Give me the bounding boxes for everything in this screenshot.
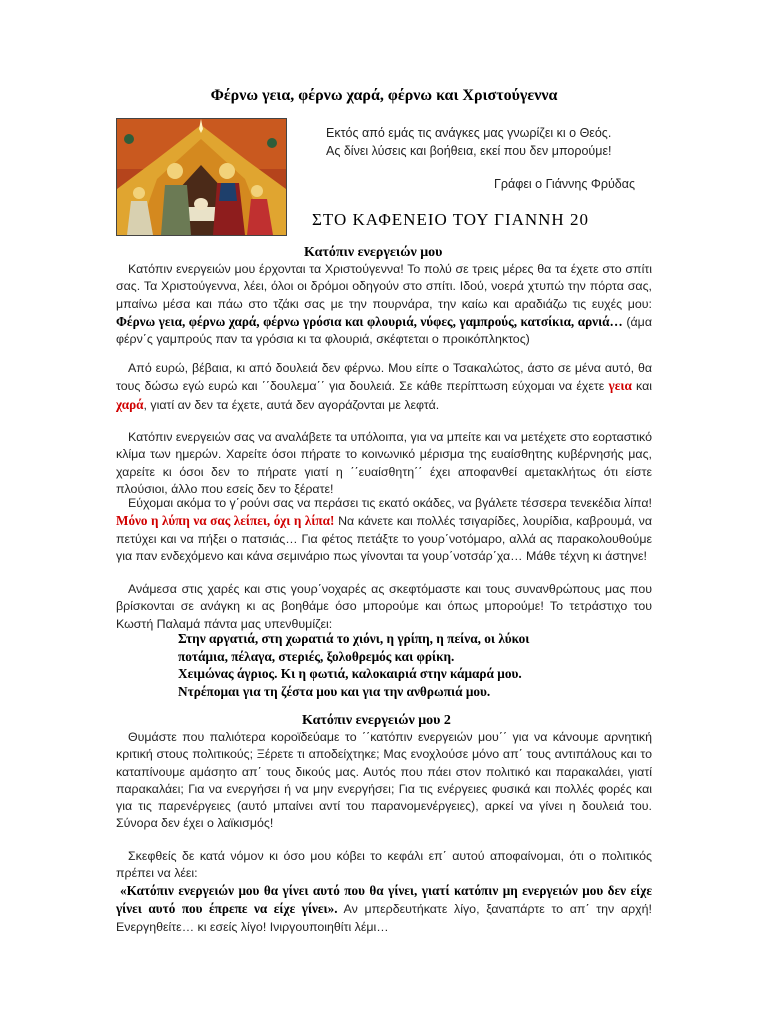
paragraph [116,360,652,414]
paragraph [116,261,652,348]
paragraph-text: Αν μπερδευτήκατε λίγο, ξαναπάρτε το απ΄ την αρχή! Ενεργηθείτε… κι εσείς λίγο! Ινιργουποιηθίτι λέμι… [116,902,652,934]
paragraph-text: Εύχομαι ακόμα το γ΄ρούνι σας να περάσει τις εκατό οκάδες, να βγάλετε τέσσερα τενεκέδια λίπα! [128,496,652,510]
section-heading: Κατόπιν ενεργειών μου [304,245,443,260]
paragraph-text: Να κάνετε και πολλές τσιγαρίδες, λουρίδια, καβρουμά, να πετύχει και να πήξει ο πατσιάς… Για φέτος πετάξτε το γουρ΄νοτόμαρο, αλλά ας παρακολουθούμε για παν ενδεχόμενο και κάνα σεμινάριο πως γίνονται τα γουρ΄νοτσάρ΄χα… Μάθε τέχνη κι άστηνε! [116,514,652,563]
poem [178,630,648,700]
poem-line: Ντρέπομαι για τη ζέστα μου και για την ανθρωπιά μου. [178,683,491,699]
paragraph-text: και [631,379,652,394]
bold-quote: «Κατόπιν ενεργειών μου θα γίνει αυτό που θα γίνει, γιατί κατόπιν μη ενεργειών μου δεν είχε γίνει αυτό που έπρεπε να είχε γίνει». [116,883,652,917]
page-title: Φέρνω γεια, φέρνω χαρά, φέρνω και Χριστούγεννα [210,87,558,104]
paragraph: Κατόπιν ενεργειών σας να αναλάβετε τα υπόλοιπα, για να μπείτε και να μετέχετε στο εορταστικό κλίμα των ημερών. Χαρείτε όσοι πήρατε το κοινωνικό μέρισμα της ευαίσθητης κυβέρνησής μας, χαρείτε κι όσοι δεν το πήρατε γιατί η ΄΄ευαίσθητη΄΄ έχει αποφανθεί αμετακλήτως ότι είστε πλούσιοι, άλλο που εσείς δεν το ξέρατε! [116,430,652,496]
paragraph-text: (άμα φέρν΄ς γαμπρούς παν τα γρόσια κι τα φλουριά, σκέφτεται ο προικόπληκτος) [116,314,652,347]
poem-line: Χειμώνας άγριος. Κι η φωτιά, καλοκαιριά στην κάμαρά μου. [178,666,522,681]
paragraph-text: , γιατί αν δεν τα έχετε, αυτά δεν αγοράζονται με λεφτά. [143,397,440,412]
highlight-word: γεια [608,378,632,394]
paragraph [116,882,652,936]
paragraph-text: Κατόπιν ενεργειών μου έρχονται τα Χριστούγεννα! Το πολύ σε τρεις μέρες θα τα έχετε στο σπίτι σας. Τα Χριστούγεννα, λέει, όλοι οι δρόμοι οδηγούν στο σπίτι. Ιδού, νοερά χτυπώ την πόρτα σας, μπαίνω μέσα και πάω στο τζάκι σας με την πουρνάρα, την καίω και αραδιάζω τις ευχές μου: [116,262,652,311]
paragraph: Σκεφθείς δε κατά νόμον κι όσο μου κόβει το κεφάλι επ΄ αυτού αποφαίνομαι, ότι ο πολιτικός πρέπει να λέει: [116,849,652,881]
nativity-icon-image [116,118,287,236]
paragraph-text: Από ευρώ, βέβαια, κι από δουλειά δεν φέρνω. Μου είπε ο Τσακαλώτος, άστο σε μένα αυτό, θα τους δώσω εγώ ευρώ και ΄΄δουλεμα΄΄ για δουλειά. Σε κάθε περίπτωση εύχομαι να έχετε [116,361,652,394]
paragraph [116,495,652,565]
quote-line: Εκτός από εμάς τις ανάγκες μας γνωρίζει κι ο Θεός. [326,126,612,140]
highlight-phrase: Μόνο η λύπη να σας λείπει, όχι η λίπα! [116,513,335,529]
section-heading: Κατόπιν ενεργειών μου 2 [302,713,451,728]
highlight-word: χαρά [116,396,144,412]
paragraph: Ανάμεσα στις χαρές και στις γουρ΄νοχαρές ας σκεφτόμαστε και τους συνανθρώπους μας που βρίσκονται σε ανάγκη κι ας βοηθάμε όσο μπορούμε και όπως μπορούμε! Το τετράστιχο του Κωστή Παλαμά πάντα μας υπενθυμίζει: [116,582,652,631]
column-title: ΣΤΟ ΚΑΦΕΝΕΙΟ ΤΟΥ ΓΙΑΝΝΗ 20 [312,210,589,229]
poem-line: Στην αργατιά, στη χωρατιά το χιόνι, η γρίπη, η πείνα, οι λύκοι [178,631,530,646]
poem-line: ποτάμια, πέλαγα, στεριές, ξολοθρεμός και φρίκη. [178,648,455,664]
bold-wishes: Φέρνω γεια, φέρνω χαρά, φέρνω γρόσια και φλουριά, νύφες, γαμπρούς, κατσίκια, αρνιά… [116,313,623,329]
author-byline: Γράφει ο Γιάννης Φρύδας [494,177,636,191]
quote-line: Ας δίνει λύσεις και βοήθεια, εκεί που δεν μπορούμε! [326,144,612,158]
paragraph: Θυμάστε που παλιότερα κοροϊδεύαμε το ΄΄κατόπιν ενεργειών μου΄΄ για να κάνουμε αρνητική κριτική στους πολιτικούς; Ξέρετε τι αποδείχτηκε; Μας ενοχλούσε μόνο απ΄ τους αντιπάλους και το καταπίνουμε αμάσητο απ΄ τους δικούς μας. Αυτός που πάει στον πολιτικό και παρακαλάει, γιατί παρακαλάει; Για να ενεργήσει ή να μην ενεργήσει; Για τις ενέργειες φυσικά και πολλές φορές και για τις παρενέργειες (αυτό μπαίνει αντί του παρανομενέργειες), αρκεί να γίνει η δουλειά του. Σύνορα δεν έχει ο λαϊκισμός! [116,730,652,831]
